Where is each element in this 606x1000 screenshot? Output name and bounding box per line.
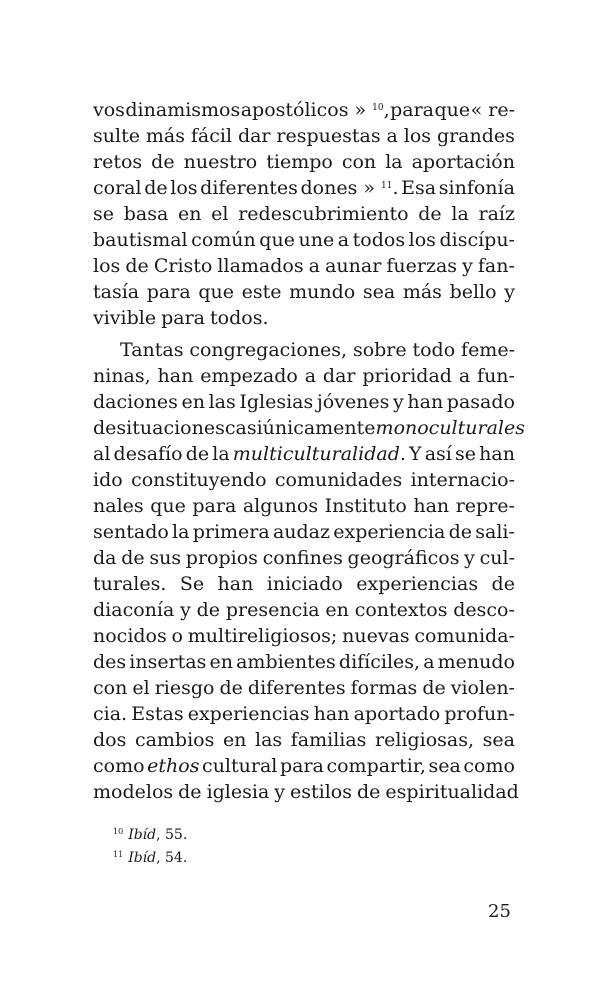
- word: religiosas,: [375, 729, 475, 751]
- word: propios: [185, 547, 258, 569]
- word: bello: [449, 281, 497, 303]
- word: a: [423, 651, 435, 673]
- word: las: [255, 729, 283, 751]
- word: basa: [123, 203, 169, 225]
- text-line: [93, 201, 515, 227]
- word: y: [393, 391, 404, 413]
- word: en: [181, 391, 205, 413]
- word: todos: [352, 229, 406, 251]
- word: así: [424, 443, 452, 465]
- word: multireligiosos;: [187, 625, 338, 647]
- word: diferentes: [247, 677, 346, 699]
- text-line: [93, 415, 525, 441]
- word: con: [341, 151, 377, 173]
- word: de: [185, 443, 210, 465]
- word: espiritualidad: [385, 781, 519, 803]
- word: en: [325, 599, 349, 621]
- word: jóvenes: [316, 391, 390, 413]
- word: y: [464, 547, 475, 569]
- word: dones » $^{11}$.: [300, 177, 399, 199]
- word: a: [308, 255, 320, 277]
- word: Y: [409, 443, 422, 465]
- footnote-source: Ibíd: [128, 850, 157, 866]
- text-line: [93, 545, 515, 571]
- text-line: [93, 441, 515, 467]
- word: repre-: [455, 495, 515, 517]
- word: a: [304, 365, 317, 387]
- word: familias: [290, 729, 367, 751]
- text-line: [93, 519, 515, 545]
- text-line: [93, 97, 515, 123]
- text-line: [93, 571, 515, 597]
- word: nales: [93, 495, 144, 517]
- word: experiencia: [333, 521, 446, 543]
- text-line: [93, 649, 515, 675]
- word: cia.: [93, 703, 128, 725]
- word: la: [172, 521, 190, 543]
- word: vos: [93, 99, 125, 121]
- word: a: [386, 125, 398, 147]
- word: apostólicos » $^{10}$,: [240, 99, 390, 121]
- text-line: [93, 597, 515, 623]
- word: tiempo: [266, 151, 333, 173]
- text-line: [93, 727, 515, 753]
- word: al: [93, 443, 111, 465]
- word: ethos: [147, 755, 200, 777]
- word: empezado: [200, 365, 298, 387]
- footnote-source: Ibíd: [128, 827, 157, 843]
- text-line: [93, 623, 515, 649]
- word: dos: [93, 729, 127, 751]
- word: Cristo: [153, 255, 213, 277]
- word: para: [146, 281, 191, 303]
- word: feme-: [461, 339, 515, 361]
- footnote-11: [113, 847, 493, 870]
- word: que: [259, 229, 295, 251]
- text-line: [93, 253, 515, 279]
- text-line: [93, 149, 515, 175]
- word: comunidades: [274, 469, 403, 491]
- word: geográficos: [347, 547, 460, 569]
- word: turales.: [93, 573, 167, 595]
- word: cultural: [202, 755, 278, 777]
- text-line: [93, 175, 515, 201]
- text-line: [93, 363, 515, 389]
- word: sinfonía: [438, 177, 515, 199]
- word: la: [385, 151, 403, 173]
- word: los: [408, 229, 436, 251]
- text-line: [93, 389, 515, 415]
- word: cul-: [479, 547, 515, 569]
- word: Iglesias: [239, 391, 314, 413]
- word: confines: [262, 547, 343, 569]
- word: redescubrimiento: [238, 203, 409, 225]
- body-text: [93, 97, 525, 805]
- word: dinamismos: [125, 99, 241, 121]
- word: Se: [179, 573, 205, 595]
- word: coral: [93, 177, 142, 199]
- word: en: [177, 203, 202, 225]
- word: de: [357, 781, 381, 803]
- word: situaciones: [116, 417, 225, 439]
- word: o: [171, 625, 183, 647]
- word: la: [212, 443, 230, 465]
- word: llamados: [217, 255, 304, 277]
- word: que: [434, 99, 471, 121]
- word: las: [208, 391, 236, 413]
- word: de: [178, 781, 202, 803]
- word: dar: [237, 125, 271, 147]
- word: aportación: [411, 151, 515, 173]
- word: han: [479, 443, 515, 465]
- word: se: [455, 443, 476, 465]
- word: sentado: [93, 521, 169, 543]
- word: de: [418, 203, 442, 225]
- word: que: [150, 495, 186, 517]
- word: une: [298, 229, 335, 251]
- word: iniciado: [266, 573, 343, 595]
- word: sus: [149, 547, 182, 569]
- word: todos.: [210, 307, 269, 329]
- word: ninas,: [93, 365, 151, 387]
- word: bautismal: [93, 229, 188, 251]
- word: audaz: [272, 521, 331, 543]
- word: experiencias: [187, 703, 310, 725]
- word: fan-: [477, 255, 515, 277]
- word: Esa: [401, 177, 437, 199]
- word: a: [458, 365, 471, 387]
- text-line: [93, 753, 515, 779]
- word: des: [93, 651, 127, 673]
- word: comunida-: [414, 625, 515, 647]
- word: vivible: [93, 307, 157, 329]
- word: para: [161, 307, 206, 329]
- word: para: [192, 495, 237, 517]
- word: los: [170, 177, 198, 199]
- word: experiencias: [356, 573, 479, 595]
- word: multiculturalidad.: [232, 443, 406, 465]
- word: discípu-: [439, 229, 515, 251]
- word: algunos: [242, 495, 319, 517]
- word: da: [93, 547, 117, 569]
- word: han: [407, 391, 444, 413]
- word: la: [451, 203, 469, 225]
- word: nuevas: [342, 625, 410, 647]
- word: nocidos: [93, 625, 167, 647]
- word: todo: [412, 339, 456, 361]
- word: para: [390, 99, 435, 121]
- word: en: [209, 651, 233, 673]
- word: y: [462, 255, 473, 277]
- word: presencia: [225, 599, 320, 621]
- word: sulte: [93, 125, 140, 147]
- word: difíciles,: [338, 651, 421, 673]
- text-line: [93, 493, 515, 519]
- word: fácil: [190, 125, 233, 147]
- word: profun-: [444, 703, 515, 725]
- footnote-number: 10: [113, 827, 124, 836]
- word: modelos: [93, 781, 174, 803]
- word: insertas: [129, 651, 207, 673]
- word: de: [151, 151, 175, 173]
- word: común: [191, 229, 256, 251]
- word: mundo: [289, 281, 356, 303]
- word: violen-: [450, 677, 515, 699]
- word: primera: [192, 521, 270, 543]
- word: con: [93, 677, 128, 699]
- word: diaconía: [93, 599, 175, 621]
- word: ambientes: [236, 651, 336, 673]
- footnote-rest: , 55.: [156, 827, 188, 843]
- word: los: [403, 125, 432, 147]
- word: de: [125, 255, 149, 277]
- text-line: [93, 279, 515, 305]
- word: riesgo: [154, 677, 215, 699]
- word: fun-: [477, 365, 515, 387]
- word: Tantas: [120, 339, 184, 361]
- word: más: [402, 281, 442, 303]
- word: más: [145, 125, 185, 147]
- word: diferentes: [200, 177, 298, 199]
- word: iglesia: [206, 781, 270, 803]
- footnotes: [113, 824, 493, 870]
- word: el: [132, 677, 150, 699]
- word: a: [337, 229, 350, 251]
- word: retos: [93, 151, 143, 173]
- word: de: [448, 521, 473, 543]
- word: en: [222, 729, 247, 751]
- text-line: [93, 701, 515, 727]
- word: para: [279, 755, 324, 777]
- word: congregaciones,: [189, 339, 348, 361]
- word: sali-: [475, 521, 515, 543]
- word: Instituto: [324, 495, 407, 517]
- word: desafío: [113, 443, 183, 465]
- word: sea: [362, 281, 396, 303]
- word: se: [93, 203, 114, 225]
- word: han: [313, 703, 350, 725]
- word: y: [504, 281, 515, 303]
- word: menudo: [437, 651, 515, 673]
- footnote-10: [113, 824, 493, 847]
- word: compartir,: [326, 755, 426, 777]
- word: como: [93, 755, 145, 777]
- word: contextos: [354, 599, 448, 621]
- word: como: [463, 755, 515, 777]
- word: de: [196, 599, 221, 621]
- text-line: [93, 227, 515, 253]
- word: han: [157, 365, 194, 387]
- word: tasía: [93, 281, 140, 303]
- footnote-rest: , 54.: [156, 850, 188, 866]
- paragraph-2: [93, 337, 525, 805]
- word: casi: [224, 417, 263, 439]
- word: de: [93, 417, 117, 439]
- word: y: [274, 781, 286, 803]
- word: han: [413, 495, 450, 517]
- word: y: [180, 599, 191, 621]
- word: de: [144, 177, 168, 199]
- word: grandes: [436, 125, 515, 147]
- word: sea: [482, 729, 515, 751]
- word: daciones: [93, 391, 178, 413]
- word: de: [219, 677, 243, 699]
- text-line: [93, 337, 515, 363]
- text-line: [93, 123, 515, 149]
- word: estilos: [290, 781, 352, 803]
- page-number: 25: [488, 901, 511, 922]
- word: monoculturales: [375, 417, 525, 439]
- footnote-number: 11: [113, 850, 124, 859]
- word: raíz: [478, 203, 515, 225]
- word: fuerzas: [386, 255, 458, 277]
- word: de: [491, 573, 515, 595]
- word: sobre: [352, 339, 407, 361]
- word: que: [198, 281, 234, 303]
- word: ido: [93, 469, 123, 491]
- word: aportado: [353, 703, 441, 725]
- text-line: [93, 305, 515, 331]
- word: han: [217, 573, 254, 595]
- word: únicamente: [262, 417, 376, 439]
- text-line: [93, 675, 515, 701]
- word: nuestro: [183, 151, 258, 173]
- word: el: [211, 203, 229, 225]
- word: respuestas: [276, 125, 381, 147]
- word: constituyendo: [131, 469, 267, 491]
- word: internacio-: [410, 469, 515, 491]
- word: formas: [350, 677, 418, 699]
- word: Estas: [131, 703, 184, 725]
- text-line: [93, 467, 515, 493]
- word: pasado: [446, 391, 515, 413]
- word: aunar: [325, 255, 382, 277]
- word: este: [241, 281, 282, 303]
- paragraph-1: [93, 97, 515, 331]
- word: dar: [322, 365, 356, 387]
- word: prioridad: [362, 365, 452, 387]
- text-line: [93, 779, 519, 805]
- word: los: [93, 255, 121, 277]
- word: cambios: [134, 729, 215, 751]
- word: sea: [428, 755, 461, 777]
- word: de: [121, 547, 145, 569]
- word: « re-: [470, 99, 515, 121]
- word: de: [422, 677, 446, 699]
- word: desco-: [453, 599, 515, 621]
